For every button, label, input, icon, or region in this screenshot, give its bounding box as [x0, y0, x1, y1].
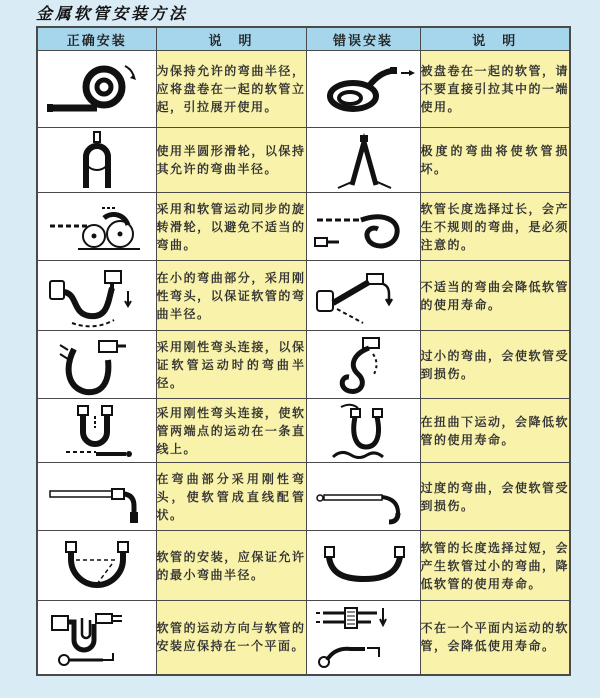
- correct-desc-cell: 软管的安装，应保证允许的最小弯曲半径。: [156, 531, 306, 601]
- hose-semicircular-pulley-illustration: [42, 130, 152, 190]
- wrong-desc-cell: 被盘卷在一起的软管，请不要直接引拉其中的一端使用。: [420, 51, 570, 128]
- wrong-image-cell: [306, 531, 420, 601]
- table-row: [37, 193, 570, 261]
- table-row: [37, 331, 570, 399]
- hose-irregular-bend-illustration: [311, 196, 416, 258]
- hose-minimum-bend-radius-illustration: [42, 535, 152, 597]
- wrong-image-cell: [306, 463, 420, 531]
- wrong-image-cell: [306, 51, 420, 128]
- correct-desc-cell: 为保持允许的弯曲半径，应将盘卷在一起的软管立起，引拉展开使用。: [156, 51, 306, 128]
- correct-image-cell: [37, 261, 156, 331]
- correct-image-cell: [37, 51, 156, 128]
- correct-desc-cell: 采用和软管运动同步的旋转滑轮，以避免不适当的弯曲。: [156, 193, 306, 261]
- correct-image-cell: [37, 331, 156, 399]
- hose-rigid-elbow-small-bend-illustration: [42, 263, 152, 329]
- wrong-image-cell: [306, 193, 420, 261]
- wrong-desc-cell: 过度的弯曲，会使软管受到损伤。: [420, 463, 570, 531]
- wrong-image-cell: [306, 128, 420, 193]
- correct-image-cell: [37, 531, 156, 601]
- header-wrong-install: 错误安装: [306, 27, 420, 51]
- correct-image-cell: [37, 399, 156, 463]
- wrong-desc-cell: 软管的长度选择过短，会产生软管过小的弯曲，降低软管的使用寿命。: [420, 531, 570, 601]
- hose-rigid-elbow-connection-illustration: [42, 333, 152, 397]
- hose-coil-flat-pulled-illustration: [311, 59, 416, 119]
- hose-twisted-motion-illustration: [311, 401, 416, 461]
- wrong-desc-cell: 不在一个平面内运动的软管，会降低使用寿命。: [420, 601, 570, 675]
- correct-desc-cell: 软管的运动方向与软管的安装应保持在一个平面。: [156, 601, 306, 675]
- correct-image-cell: [37, 601, 156, 675]
- wrong-desc-cell: 极度的弯曲将使软管损坏。: [420, 128, 570, 193]
- hose-ends-inline-motion-illustration: [42, 401, 152, 461]
- table-row: [37, 463, 570, 531]
- hose-single-plane-motion-illustration: [42, 602, 152, 672]
- hose-too-small-bend-illustration: [311, 334, 416, 396]
- correct-image-cell: [37, 193, 156, 261]
- hose-excessive-bend-illustration: [311, 467, 416, 527]
- correct-desc-cell: 在小的弯曲部分，采用刚性弯头，以保证软管的弯曲半径。: [156, 261, 306, 331]
- correct-desc-cell: 使用半圆形滑轮，以保持其允许的弯曲半径。: [156, 128, 306, 193]
- installation-guide-table: [36, 26, 571, 676]
- hose-too-short-illustration: [311, 537, 416, 595]
- table-row: [37, 261, 570, 331]
- correct-image-cell: [37, 128, 156, 193]
- wrong-desc-cell: 软管长度选择过长，会产生不规则的弯曲，是必须注意的。: [420, 193, 570, 261]
- wrong-image-cell: [306, 331, 420, 399]
- table-row: [37, 128, 570, 193]
- hose-out-of-plane-illustration: [311, 602, 416, 672]
- correct-desc-cell: 采用刚性弯头连接，以保证软管运动时的弯曲半径。: [156, 331, 306, 399]
- wrong-image-cell: [306, 601, 420, 675]
- wrong-desc-cell: 不适当的弯曲会降低软管的使用寿命。: [420, 261, 570, 331]
- correct-desc-cell: 在弯曲部分采用刚性弯头，使软管成直线配管状。: [156, 463, 306, 531]
- table-row: [37, 51, 570, 128]
- correct-image-cell: [37, 463, 156, 531]
- correct-desc-cell: 采用刚性弯头连接，使软管两端点的运动在一条直线上。: [156, 399, 306, 463]
- wrong-desc-cell: 在扭曲下运动，会降低软管的使用寿命。: [420, 399, 570, 463]
- header-row: [37, 27, 570, 51]
- header-wrong-description: 说 明: [420, 27, 570, 51]
- hose-improper-bend-illustration: [311, 265, 416, 327]
- header-correct-description: 说 明: [156, 27, 306, 51]
- wrong-image-cell: [306, 399, 420, 463]
- hose-coil-upright-illustration: [42, 57, 152, 121]
- table-row: [37, 601, 570, 675]
- header-correct-install: 正确安装: [37, 27, 156, 51]
- page-title: 金属软管安装方法: [36, 6, 189, 23]
- table-row: [37, 531, 570, 601]
- hose-straight-with-elbow-illustration: [42, 465, 152, 529]
- wrong-desc-cell: 过小的弯曲，会使软管受到损伤。: [420, 331, 570, 399]
- table-row: [37, 399, 570, 463]
- hose-rotating-pulleys-illustration: [42, 196, 152, 258]
- wrong-image-cell: [306, 261, 420, 331]
- hose-extreme-bend-illustration: [311, 131, 416, 189]
